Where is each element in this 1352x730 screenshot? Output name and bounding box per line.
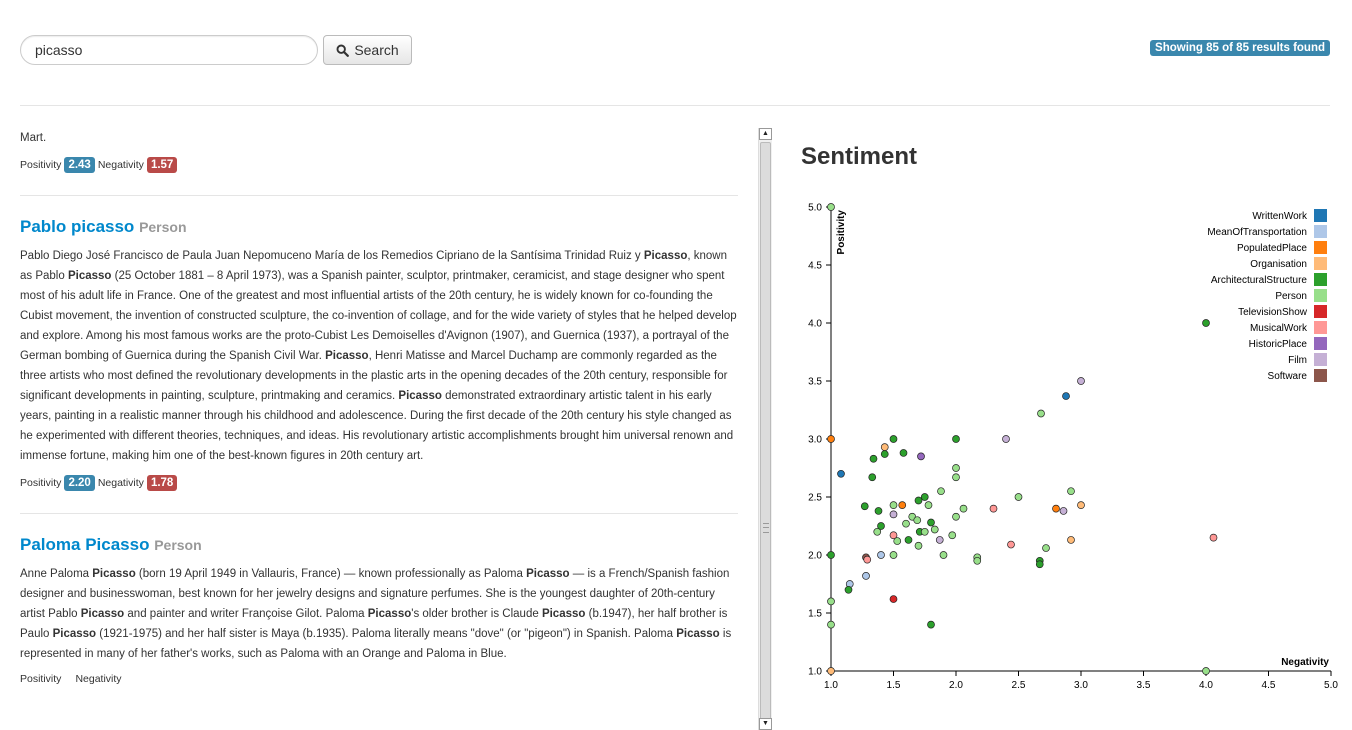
sentiment-scatter-chart [790, 190, 1342, 700]
scatter-point [925, 502, 932, 509]
scatter-point [828, 436, 835, 443]
legend-label: ArchitecturalStructure [1210, 275, 1307, 286]
legend-label: HistoricPlace [1248, 339, 1307, 350]
positivity-badge: 2.43 [64, 157, 94, 173]
legend-swatch [1314, 337, 1327, 350]
scatter-point [890, 502, 897, 509]
result-title-row [20, 217, 738, 237]
scatter-point [914, 517, 921, 524]
legend-swatch [1314, 225, 1327, 238]
scatter-point [1003, 436, 1010, 443]
result-divider [20, 513, 738, 514]
y-tick-label: 1.0 [808, 666, 822, 678]
legend-label: Person [1275, 291, 1307, 302]
legend-swatch [1314, 321, 1327, 334]
result-scores [20, 475, 738, 491]
scatter-point [838, 470, 845, 477]
scatter-point [931, 526, 938, 533]
legend-label: TelevisionShow [1238, 307, 1307, 318]
result-title-row [20, 535, 738, 555]
y-tick-label: 3.0 [808, 434, 822, 446]
scatter-point [894, 538, 901, 545]
y-tick-label: 4.0 [808, 318, 822, 330]
scroll-down-arrow[interactable]: ▼ [759, 718, 772, 730]
result-type: Person [154, 537, 202, 553]
legend-swatch [1314, 305, 1327, 318]
scatter-point [1203, 668, 1210, 675]
scatter-point [890, 552, 897, 559]
scatter-point [1015, 494, 1022, 501]
scatter-point [928, 621, 935, 628]
chart-title: Sentiment [801, 143, 918, 170]
search-button[interactable] [323, 35, 412, 65]
scatter-point [875, 507, 882, 514]
positivity-label: Positivity [20, 159, 62, 171]
legend-swatch [1314, 273, 1327, 286]
scatter-point [905, 536, 912, 543]
scatter-point [828, 598, 835, 605]
scatter-point [953, 436, 960, 443]
scatter-point [881, 444, 888, 451]
result-divider [20, 195, 738, 196]
scatter-point [828, 204, 835, 211]
scatter-point [828, 668, 835, 675]
results-list [20, 128, 738, 730]
scatter-point [899, 502, 906, 509]
scatter-point [1043, 545, 1050, 552]
negativity-label: Negativity [97, 159, 144, 171]
x-tick-label: 5.0 [1324, 680, 1338, 691]
scatter-point [974, 557, 981, 564]
x-tick-label: 2.5 [1011, 680, 1026, 691]
scroll-up-arrow[interactable]: ▲ [759, 128, 772, 140]
results-count-badge: Showing 85 of 85 results found [1150, 40, 1330, 56]
legend-swatch [1314, 369, 1327, 382]
scatter-point [1038, 410, 1045, 417]
scatter-point [1068, 536, 1075, 543]
scatter-point [903, 520, 910, 527]
positivity-label: Positivity [20, 673, 62, 685]
scatter-point [1063, 393, 1070, 400]
scatter-point [870, 455, 877, 462]
y-tick-label: 1.5 [808, 608, 822, 620]
y-tick-label: 3.5 [808, 376, 822, 388]
scatter-point [940, 552, 947, 559]
x-tick-label: 2.0 [949, 680, 963, 691]
scatter-point [953, 474, 960, 481]
scatter-point [828, 552, 835, 559]
x-axis-label: Negativity [1281, 657, 1329, 668]
positivity-label: Positivity [20, 477, 62, 489]
legend-label: PopulatedPlace [1236, 243, 1307, 254]
x-tick-label: 1.5 [886, 680, 901, 691]
scatter-point [864, 556, 871, 563]
scatter-point [878, 552, 885, 559]
prev-result-scores [20, 157, 738, 173]
legend-swatch [1314, 353, 1327, 366]
result-snippet: Pablo Diego José Francisco de Paula Juan Nepomuceno María de los Remedios Cipriano de la Santísima Trinidad Ruiz y Picasso, known as Pablo Picasso (25 October 1881 – 8 April 1973), was a Spanish painter, sculptor, printmaker, ceramicist, and stage designer who spent most of his adult life in France. One of the greatest and most influential artists of the 20th century, he is widely known for co-founding the Cubist movement, the invention of constructed sculpture, the co-invention of collage, and for the wide variety of styles that he helped develop and explore. Among his most famous works are the proto-Cubist Les Demoiselles d'Avignon (1907), and Guernica (1937), a portrayal of the German bombing of Guernica during the Spanish Civil War. Picasso, Henri Matisse and Marcel Duchamp are commonly regarded as the three artists who most defined the revolutionary developments in the plastic arts in the opening decades of the 20th century, responsible for significant developments in painting, sculpture, printmaking and ceramics. Picasso demonstrated extraordinary artistic talent in his early years, painting in a realistic manner through his childhood and adolescence. During the first decade of the 20th century his style changed as he experimented with different theories, techniques, and ideas. His revolutionary artistic accomplishments brought him universal renown and immense fortune, making him one of the best-known figures in 20th century art. [20, 250, 737, 462]
scatter-point [890, 436, 897, 443]
scatter-point [949, 532, 956, 539]
legend-label: MusicalWork [1249, 323, 1307, 334]
scatter-point [936, 536, 943, 543]
scatter-point [869, 474, 876, 481]
y-tick-label: 5.0 [808, 202, 822, 214]
y-tick-label: 2.5 [808, 492, 822, 504]
scatter-point [1036, 561, 1043, 568]
scatter-point [1060, 507, 1067, 514]
x-tick-label: 3.0 [1074, 680, 1088, 691]
scatter-point [890, 511, 897, 518]
scatter-point [921, 494, 928, 501]
scatter-point [890, 596, 897, 603]
scatter-point [874, 528, 881, 535]
legend-label: Film [1288, 355, 1307, 366]
scatter-point [953, 513, 960, 520]
scatter-point [960, 505, 967, 512]
y-tick-label: 4.5 [808, 260, 822, 272]
x-tick-label: 4.5 [1261, 680, 1276, 691]
prev-result-tail: Mart. [20, 132, 47, 144]
scatter-point [928, 519, 935, 526]
legend-label: Software [1267, 371, 1307, 382]
result-item [20, 217, 738, 491]
legend-swatch [1314, 289, 1327, 302]
scatter-point [863, 572, 870, 579]
scatter-point [828, 621, 835, 628]
legend-swatch [1314, 257, 1327, 270]
positivity-badge: 2.20 [64, 475, 94, 491]
negativity-badge: 1.57 [147, 157, 177, 173]
scatter-point [921, 528, 928, 535]
scatter-point [1078, 502, 1085, 509]
search-button-label: Search [354, 42, 399, 58]
negativity-badge: 1.78 [147, 475, 177, 491]
x-tick-label: 1.0 [824, 680, 838, 691]
x-tick-label: 3.5 [1136, 680, 1151, 691]
scatter-point [1008, 541, 1015, 548]
result-snippet: Anne Paloma Picasso (born 19 April 1949 in Vallauris, France) — known professionally as Paloma Picasso — is a French/Spanish fashion designer and businesswoman, best known for her jewelry designs and signature perfumes. She is the youngest daughter of 20th-century artist Pablo Picasso and painter and writer Françoise Gilot. Paloma Picasso's older brother is Claude Picasso (b.1947), her half brother is Paulo Picasso (1921-1975) and her half sister is Maya (b.1935). Paloma literally means "dove" (or "pigeon") in Spanish. Paloma Picasso is represented in many of her father's works, such as Paloma with an Orange and Paloma in Blue. [20, 568, 732, 660]
result-title-link[interactable]: Pablo picasso [20, 217, 135, 236]
legend-label: Organisation [1250, 259, 1307, 270]
legend-label: WrittenWork [1252, 211, 1307, 222]
result-item [20, 535, 738, 685]
scatter-point [938, 488, 945, 495]
scatter-point [918, 453, 925, 460]
search-input[interactable] [20, 35, 318, 65]
result-type: Person [139, 219, 187, 235]
magnifier-icon [336, 44, 349, 57]
scatter-point [915, 497, 922, 504]
scatter-point [1078, 378, 1085, 385]
y-tick-label: 2.0 [808, 550, 822, 562]
negativity-label: Negativity [75, 673, 122, 685]
legend-swatch [1314, 241, 1327, 254]
scatter-point [1203, 320, 1210, 327]
negativity-label: Negativity [97, 477, 144, 489]
legend-label: MeanOfTransportation [1207, 227, 1307, 238]
results-scrollbar[interactable] [758, 128, 772, 730]
y-axis-label: Positivity [836, 210, 847, 255]
grip-icon [763, 523, 769, 533]
result-title-link[interactable]: Paloma Picasso [20, 535, 150, 554]
scatter-point [900, 449, 907, 456]
scatter-point [915, 542, 922, 549]
scatter-point [990, 505, 997, 512]
legend-swatch [1314, 209, 1327, 222]
result-scores [20, 673, 738, 685]
scatter-point [953, 465, 960, 472]
scatter-point [845, 586, 852, 593]
x-tick-label: 4.0 [1199, 680, 1213, 691]
scroll-thumb[interactable] [760, 142, 771, 726]
scatter-point [1068, 488, 1075, 495]
scatter-point [1053, 505, 1060, 512]
header-divider [20, 105, 1330, 106]
scatter-point [881, 451, 888, 458]
scatter-point [1210, 534, 1217, 541]
scatter-point [861, 503, 868, 510]
